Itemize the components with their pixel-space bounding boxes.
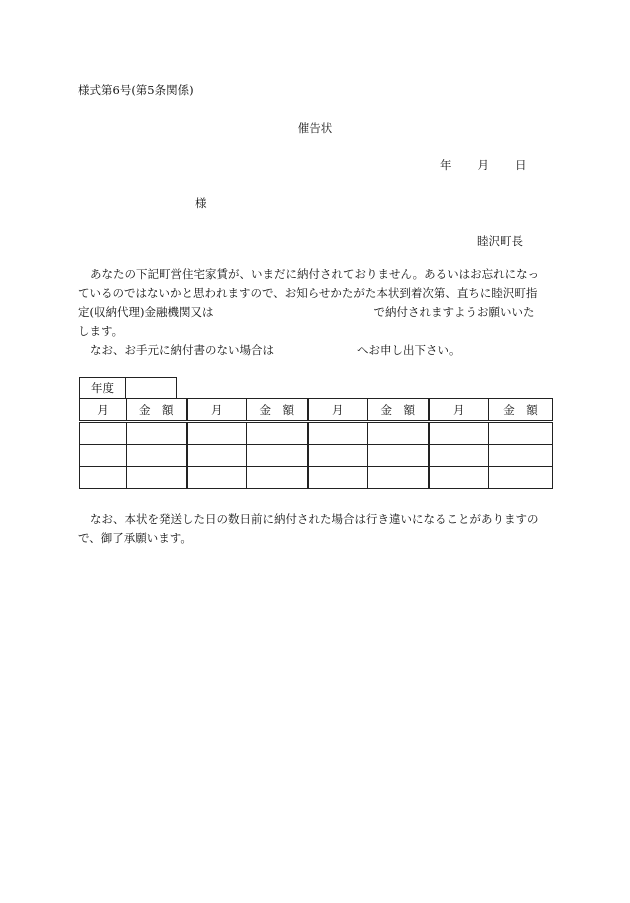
fiscal-year-label: 年度: [80, 378, 126, 398]
sender: 睦沢町長: [477, 234, 523, 248]
month-cell: [308, 467, 368, 489]
month-cell: [80, 445, 127, 467]
month-cell: [429, 422, 489, 445]
date-year: 年: [440, 158, 452, 172]
month-header: 月: [187, 399, 247, 422]
closing-line-1: なお、本状を発送した日の数日前に納付された場合は行き違いになることがありますの: [90, 512, 539, 526]
table-header-row: [80, 399, 553, 422]
month-cell: [187, 467, 247, 489]
month-header: 月: [80, 399, 127, 422]
month-cell: [308, 445, 368, 467]
amount-header: 金 額: [489, 399, 553, 422]
body-line-5-left: なお、お手元に納付書のない場合は: [90, 343, 274, 357]
amount-cell: [247, 445, 308, 467]
amount-header: 金 額: [368, 399, 429, 422]
amount-cell: [368, 445, 429, 467]
form-number: 様式第6号(第5条関係): [78, 83, 194, 97]
amount-header: 金 額: [127, 399, 187, 422]
table-row: [80, 445, 553, 467]
month-cell: [187, 445, 247, 467]
date-line: [440, 157, 527, 173]
month-cell: [187, 422, 247, 445]
document-title: 催告状: [297, 121, 333, 135]
body-paragraph: [78, 265, 552, 341]
month-cell: [429, 445, 489, 467]
body-line-4: します。: [78, 324, 124, 338]
addressee-suffix: 様: [195, 196, 207, 210]
body-line-2: ているのではないかと思われますので、お知らせかたがた本状到着次第、直ちに睦沢町指: [78, 286, 538, 300]
body-line-3-left: 定(収納代理)金融機関又は: [78, 305, 214, 319]
amount-cell: [247, 467, 308, 489]
month-cell: [429, 467, 489, 489]
amount-header: 金 額: [247, 399, 308, 422]
body-line-3: [78, 303, 552, 322]
month-cell: [80, 467, 127, 489]
date-day: 日: [515, 158, 527, 172]
amount-cell: [368, 422, 429, 445]
amount-cell: [368, 467, 429, 489]
amount-cell: [127, 467, 187, 489]
month-header: 月: [429, 399, 489, 422]
fiscal-year-box: [79, 377, 177, 398]
closing-line-2: で、御了承願います。: [78, 531, 192, 545]
payment-table: [79, 398, 553, 489]
body-note: [78, 341, 564, 360]
amount-cell: [489, 467, 553, 489]
table-row: [80, 467, 553, 489]
month-header: 月: [308, 399, 368, 422]
amount-cell: [489, 445, 553, 467]
amount-cell: [247, 422, 308, 445]
month-cell: [80, 422, 127, 445]
amount-cell: [489, 422, 553, 445]
closing-paragraph: [78, 510, 552, 548]
body-line-1: あなたの下記町営住宅家賃が、いまだに納付されておりません。あるいはお忘れになっ: [90, 267, 540, 281]
amount-cell: [127, 422, 187, 445]
date-month: 月: [477, 158, 489, 172]
amount-cell: [127, 445, 187, 467]
month-cell: [308, 422, 368, 445]
table-row: [80, 422, 553, 445]
body-line-3-right: で納付されますようお願いいた: [373, 305, 535, 319]
body-line-5-right: へお申し出下さい。: [357, 343, 461, 357]
